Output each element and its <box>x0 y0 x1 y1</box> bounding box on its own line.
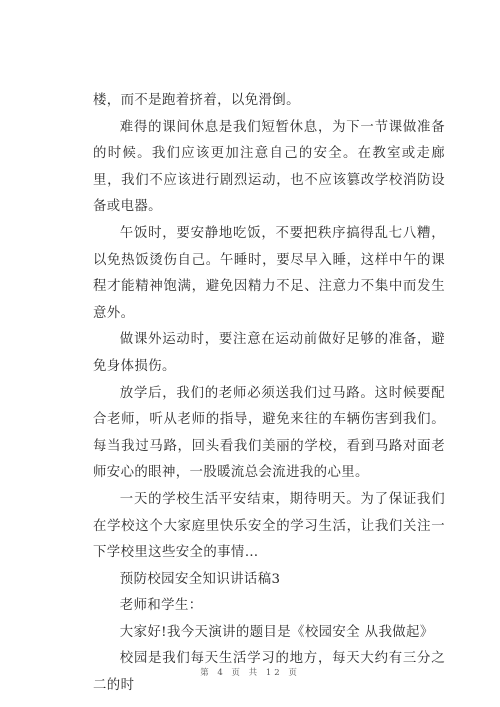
paragraph-2: 难得的课间休息是我们短暂休息，为下一节课做准备的时候。我们应该更加注意自己的安全。在教室或走廊里，我们不应该进行剧烈运动，也不应该篡改学校消防设备或电器。 <box>93 119 445 215</box>
paragraph-4: 做课外运动时，要注意在运动前做好足够的准备，避免身体损伤。 <box>93 332 445 374</box>
section-heading: 预防校园安全知识讲话稿3 <box>119 571 281 587</box>
paragraph-6: 一天的学校生活平安结束，期待明天。为了保证我们在学校这个大家庭里快乐安全的学习生活，让我们关注一下学校里这些安全的事情… <box>93 491 445 561</box>
page-number-footer: 第 4 页 共 12 页 <box>200 668 300 678</box>
paragraph-5: 放学后，我们的老师必须送我们过马路。这时候要配合老师，听从老师的指导，避免来往的车辆伤害到我们。每当我过马路，回头看我们美丽的学校，看到马路对面老师安心的眼神，一股暖流总会流进我的心里。 <box>93 385 445 481</box>
paragraph-9: 大家好!我今天演讲的题目是《校园安全 从我做起》 <box>119 624 434 640</box>
paragraph-1: 楼，而不是跑着挤着，以免滑倒。 <box>93 93 300 108</box>
document-body <box>93 88 445 700</box>
paragraph-3: 午饭时，要安静地吃饭，不要把秩序搞得乱七八糟，以免热饭烫伤自己。午睡时，要尽早入睡，这样中午的课程才能精神饱满，避免因精力不足、注意力不集中而发生意外。 <box>93 225 445 321</box>
salutation: 老师和学生： <box>119 598 203 614</box>
paragraph-10: 校园是我们每天生活学习的地方，每天大约有三分之二的时 <box>93 651 445 694</box>
